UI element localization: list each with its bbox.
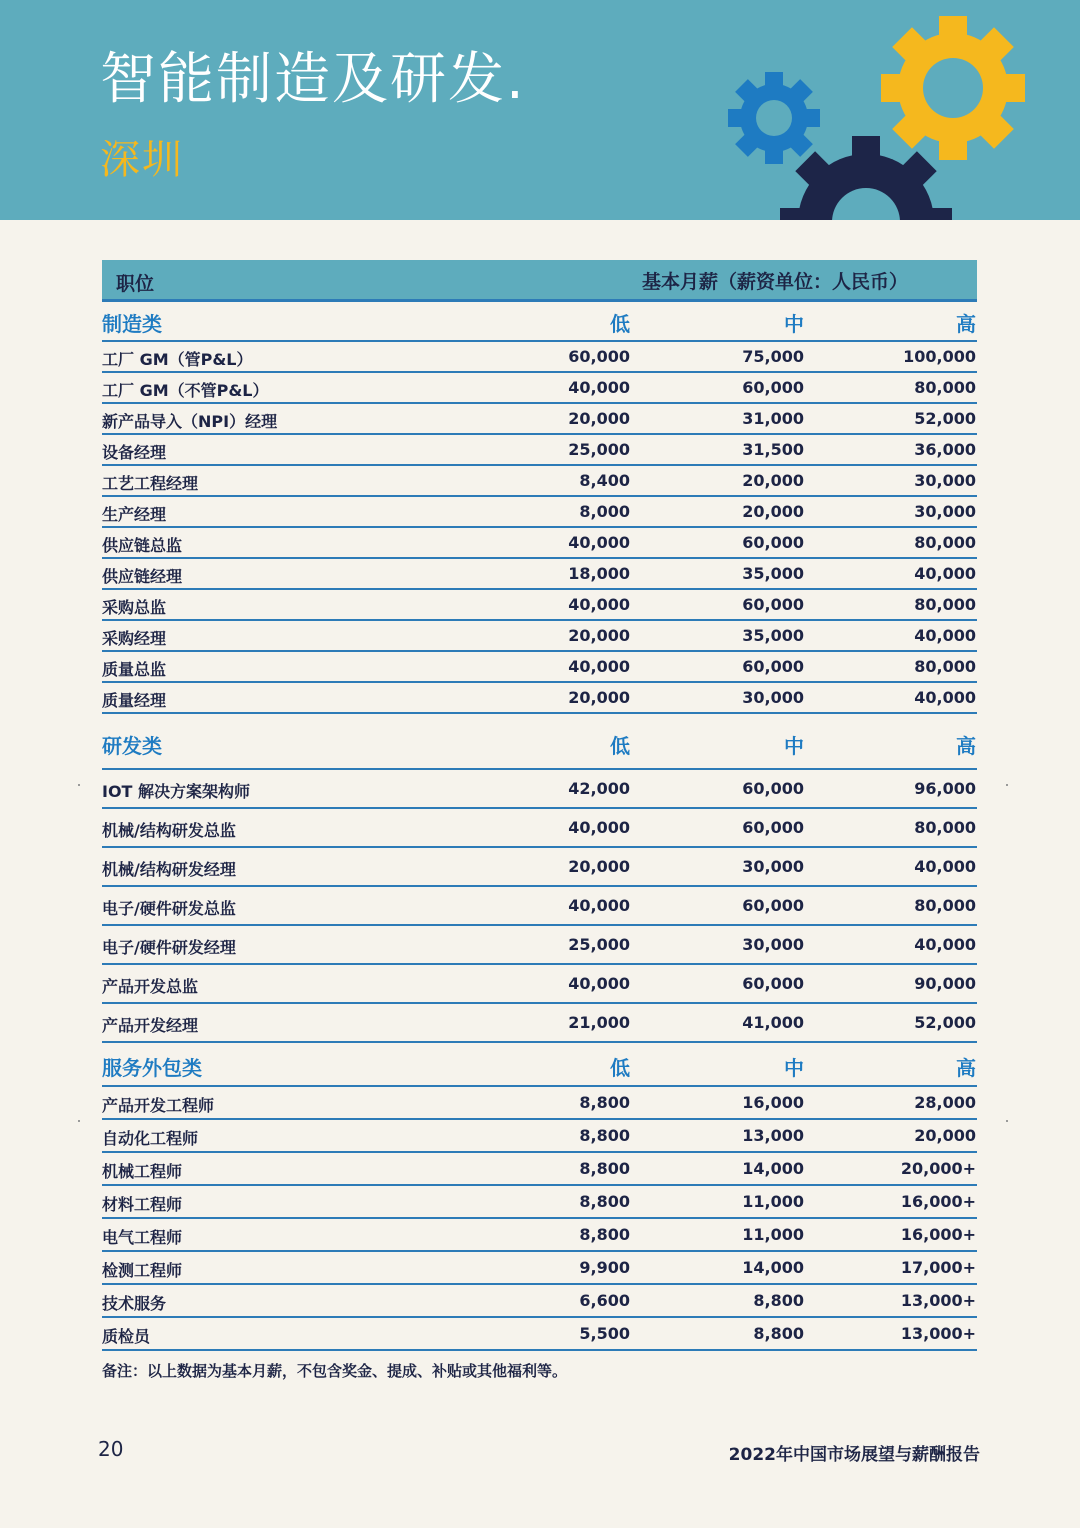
table-row [102,1087,977,1120]
salary-high: 52,000 [914,409,976,428]
salary-high: 90,000 [914,974,976,993]
salary-mid: 60,000 [742,595,804,614]
report-title: 2022年中国市场展望与薪酬报告 [728,1445,980,1465]
salary-mid: 11,000 [742,1225,804,1244]
job-title: 质量总监 [102,660,167,679]
salary-mid: 31,000 [742,409,804,428]
salary-mid: 8,800 [753,1291,804,1310]
job-title: 电子/硬件研发总监 [102,899,236,918]
salary-low: 8,800 [579,1126,630,1145]
salary-low: 8,000 [579,502,630,521]
section-header-manufacturing [102,302,977,342]
salary-high: 36,000 [914,440,976,459]
salary-mid: 16,000 [742,1093,804,1112]
margin-mark [1006,1120,1008,1122]
job-title: 工厂 GM（管P&L） [102,350,253,369]
job-title: 技术服务 [102,1294,167,1313]
salary-mid: 20,000 [742,502,804,521]
table-row [102,404,977,435]
table-row [102,683,977,714]
salary-table [102,260,977,1351]
job-title: 机械工程师 [102,1162,183,1181]
job-title: 机械/结构研发经理 [102,860,236,879]
salary-low: 40,000 [568,657,630,676]
table-row [102,1318,977,1351]
salary-low: 25,000 [568,440,630,459]
salary-low: 20,000 [568,409,630,428]
margin-mark [1006,784,1008,786]
salary-low: 42,000 [568,779,630,798]
table-row [102,528,977,559]
salary-low: 40,000 [568,896,630,915]
salary-high: 17,000+ [900,1258,976,1277]
section-title: 服务外包类 [102,1056,202,1080]
salary-mid: 13,000 [742,1126,804,1145]
salary-mid: 60,000 [742,779,804,798]
margin-mark [78,784,80,786]
section-header-outsourcing [102,1043,977,1087]
salary-high: 16,000+ [900,1192,976,1211]
job-title: 产品开发工程师 [102,1096,215,1115]
table-row [102,1120,977,1153]
table-row [102,1252,977,1285]
table-row [102,373,977,404]
salary-mid: 41,000 [742,1013,804,1032]
salary-mid: 8,800 [753,1324,804,1343]
position-column-header: 职位 [116,273,155,295]
salary-low: 5,500 [579,1324,630,1343]
salary-high: 30,000 [914,471,976,490]
job-title: 采购总监 [102,598,167,617]
table-row [102,848,977,887]
salary-high: 80,000 [914,818,976,837]
table-row [102,770,977,809]
job-title: 电子/硬件研发经理 [102,938,236,957]
page-number: 20 [98,1437,124,1461]
salary-high: 80,000 [914,595,976,614]
level-mid: 中 [784,1056,804,1080]
salary-mid: 60,000 [742,896,804,915]
table-row [102,1285,977,1318]
salary-low: 8,800 [579,1192,630,1211]
salary-low: 8,800 [579,1159,630,1178]
salary-high: 13,000+ [900,1291,976,1310]
table-row [102,559,977,590]
salary-high: 52,000 [914,1013,976,1032]
salary-low: 6,600 [579,1291,630,1310]
salary-mid: 35,000 [742,626,804,645]
job-title: 采购经理 [102,629,167,648]
section-header-rnd [102,714,977,770]
salary-high: 13,000+ [900,1324,976,1343]
table-row [102,652,977,683]
footnote: 备注：以上数据为基本月薪，不包含奖金、提成、补贴或其他福利等。 [102,1362,568,1380]
table-row [102,466,977,497]
salary-high: 80,000 [914,896,976,915]
salary-mid: 30,000 [742,935,804,954]
job-title: 自动化工程师 [102,1129,199,1148]
table-row [102,965,977,1004]
salary-mid: 60,000 [742,533,804,552]
salary-high: 80,000 [914,657,976,676]
salary-high: 28,000 [914,1093,976,1112]
job-title: 质检员 [102,1327,151,1346]
salary-mid: 30,000 [742,688,804,707]
job-title: 工厂 GM（不管P&L） [102,381,269,400]
level-high: 高 [956,312,976,336]
level-mid: 中 [784,734,804,758]
level-high: 高 [956,1056,976,1080]
salary-high: 40,000 [914,935,976,954]
salary-high: 16,000+ [900,1225,976,1244]
salary-mid: 20,000 [742,471,804,490]
page-title: 智能制造及研发. [100,47,526,112]
table-row [102,1219,977,1252]
salary-low: 40,000 [568,974,630,993]
table-row [102,497,977,528]
salary-mid: 31,500 [742,440,804,459]
salary-low: 60,000 [568,347,630,366]
salary-high: 96,000 [914,779,976,798]
salary-high: 80,000 [914,378,976,397]
table-row [102,342,977,373]
job-title: 检测工程师 [102,1261,183,1280]
job-title: IOT 解决方案架构师 [102,782,251,801]
salary-high: 100,000 [903,347,976,366]
salary-mid: 60,000 [742,378,804,397]
salary-high: 40,000 [914,564,976,583]
level-mid: 中 [784,312,804,336]
section-title: 研发类 [102,734,162,758]
salary-low: 40,000 [568,595,630,614]
salary-low: 8,800 [579,1093,630,1112]
salary-high: 80,000 [914,533,976,552]
job-title: 质量经理 [102,691,167,710]
salary-mid: 60,000 [742,974,804,993]
salary-high: 30,000 [914,502,976,521]
table-row [102,926,977,965]
job-title: 新产品导入（NPI）经理 [102,412,278,431]
table-row [102,1186,977,1219]
job-title: 产品开发总监 [102,977,199,996]
salary-low: 40,000 [568,818,630,837]
salary-mid: 14,000 [742,1159,804,1178]
margin-mark [78,1120,80,1122]
salary-low: 25,000 [568,935,630,954]
table-row [102,1004,977,1043]
salary-high: 20,000+ [900,1159,976,1178]
job-title: 供应链总监 [102,536,183,555]
table-row [102,887,977,926]
salary-column-header: 基本月薪（薪资单位：人民币） [642,271,909,293]
salary-low: 20,000 [568,688,630,707]
job-title: 机械/结构研发总监 [102,821,236,840]
salary-low: 20,000 [568,626,630,645]
salary-low: 18,000 [568,564,630,583]
salary-high: 40,000 [914,688,976,707]
salary-mid: 75,000 [742,347,804,366]
salary-low: 21,000 [568,1013,630,1032]
salary-high: 40,000 [914,857,976,876]
job-title: 设备经理 [102,443,167,462]
salary-low: 8,400 [579,471,630,490]
header-banner [0,0,1080,220]
job-title: 材料工程师 [102,1195,183,1214]
table-row [102,621,977,652]
salary-low: 40,000 [568,378,630,397]
level-low: 低 [610,312,630,336]
table-row [102,435,977,466]
job-title: 供应链经理 [102,567,183,586]
salary-low: 8,800 [579,1225,630,1244]
table-row [102,1153,977,1186]
job-title: 工艺工程经理 [102,474,199,493]
salary-low: 40,000 [568,533,630,552]
table-header [102,260,977,302]
table-row [102,809,977,848]
salary-mid: 30,000 [742,857,804,876]
level-low: 低 [610,734,630,758]
salary-mid: 60,000 [742,657,804,676]
gears-icon [700,0,1080,220]
job-title: 产品开发经理 [102,1016,199,1035]
salary-high: 20,000 [914,1126,976,1145]
salary-mid: 60,000 [742,818,804,837]
salary-low: 9,900 [579,1258,630,1277]
salary-high: 40,000 [914,626,976,645]
section-title: 制造类 [102,312,162,336]
table-row [102,590,977,621]
salary-low: 20,000 [568,857,630,876]
job-title: 生产经理 [102,505,167,524]
level-high: 高 [956,734,976,758]
level-low: 低 [610,1056,630,1080]
job-title: 电气工程师 [102,1228,183,1247]
salary-mid: 35,000 [742,564,804,583]
city-subtitle: 深圳 [100,137,184,183]
salary-mid: 14,000 [742,1258,804,1277]
salary-mid: 11,000 [742,1192,804,1211]
